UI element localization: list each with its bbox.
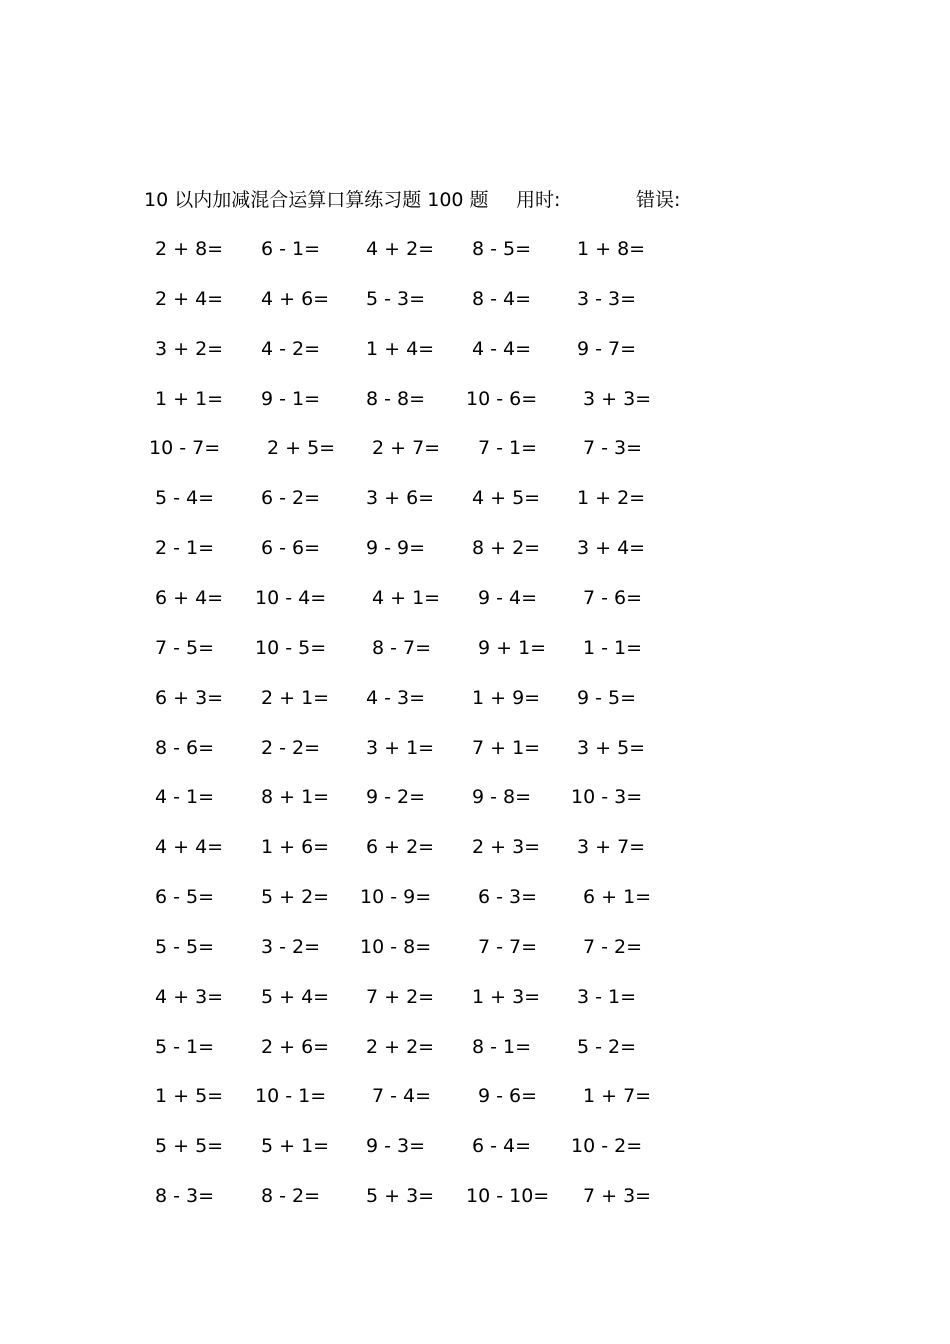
problem-r18-c3: 7 - 4= <box>372 1085 432 1108</box>
problem-r6-c4: 4 + 5= <box>472 487 541 510</box>
problem-r13-c3: 6 + 2= <box>366 836 435 859</box>
problem-r10-c3: 4 - 3= <box>366 686 426 709</box>
problem-r4-c5: 3 + 3= <box>583 387 652 410</box>
problem-r3-c4: 4 - 4= <box>472 337 532 360</box>
problem-r16-c5: 3 - 1= <box>577 985 637 1008</box>
problem-r8-c4: 9 - 4= <box>478 586 538 609</box>
problem-r11-c2: 2 - 2= <box>261 736 321 759</box>
problem-r11-c1: 8 - 6= <box>155 736 215 759</box>
problem-r19-c5: 10 - 2= <box>571 1135 643 1158</box>
problem-r5-c1: 10 - 7= <box>149 437 221 460</box>
problem-r8-c2: 10 - 4= <box>255 586 327 609</box>
problem-r11-c3: 3 + 1= <box>366 736 435 759</box>
problem-r9-c4: 9 + 1= <box>478 636 547 659</box>
problem-r1-c1: 2 + 8= <box>155 238 224 260</box>
problem-r3-c2: 4 - 2= <box>261 337 321 360</box>
problem-r15-c1: 5 - 5= <box>155 935 215 958</box>
problem-r13-c5: 3 + 7= <box>577 836 646 859</box>
problem-r4-c4: 10 - 6= <box>466 387 538 410</box>
problem-r8-c3: 4 + 1= <box>372 586 441 609</box>
problem-r20-c5: 7 + 3= <box>583 1185 652 1208</box>
problem-r16-c2: 5 + 4= <box>261 985 330 1008</box>
problem-r15-c3: 10 - 8= <box>360 935 432 958</box>
problem-r1-c5: 1 + 8= <box>577 238 646 260</box>
problem-r2-c5: 3 - 3= <box>577 287 637 310</box>
problem-r5-c3: 2 + 7= <box>372 437 441 460</box>
problem-r17-c5: 5 - 2= <box>577 1035 637 1058</box>
problem-r13-c1: 4 + 4= <box>155 836 224 859</box>
problem-r9-c1: 7 - 5= <box>155 636 215 659</box>
problem-r15-c4: 7 - 7= <box>478 935 538 958</box>
problem-r2-c3: 5 - 3= <box>366 287 426 310</box>
problem-r18-c2: 10 - 1= <box>255 1085 327 1108</box>
problem-r18-c5: 1 + 7= <box>583 1085 652 1108</box>
problem-r11-c5: 3 + 5= <box>577 736 646 759</box>
problem-r14-c3: 10 - 9= <box>360 886 432 909</box>
problem-r13-c2: 1 + 6= <box>261 836 330 859</box>
problem-r8-c1: 6 + 4= <box>155 586 224 609</box>
worksheet-title: 10 以内加减混合运算口算练习题 100 题 <box>144 189 489 211</box>
problem-r19-c3: 9 - 3= <box>366 1135 426 1158</box>
problem-r8-c5: 7 - 6= <box>583 586 643 609</box>
problem-r2-c4: 8 - 4= <box>472 287 532 310</box>
problem-r9-c2: 10 - 5= <box>255 636 327 659</box>
problem-r7-c4: 8 + 2= <box>472 537 541 560</box>
problem-r6-c1: 5 - 4= <box>155 487 215 510</box>
problem-r10-c2: 2 + 1= <box>261 686 330 709</box>
problem-r17-c4: 8 - 1= <box>472 1035 532 1058</box>
problem-r12-c1: 4 - 1= <box>155 786 215 809</box>
problem-r10-c4: 1 + 9= <box>472 686 541 709</box>
problem-r3-c5: 9 - 7= <box>577 337 637 360</box>
problem-r4-c1: 1 + 1= <box>155 387 224 410</box>
time-used-label: 用时: <box>516 189 561 211</box>
problem-r14-c2: 5 + 2= <box>261 886 330 909</box>
problem-r2-c2: 4 + 6= <box>261 287 330 310</box>
problem-r11-c4: 7 + 1= <box>472 736 541 759</box>
problem-r17-c3: 2 + 2= <box>366 1035 435 1058</box>
problem-r14-c1: 6 - 5= <box>155 886 215 909</box>
problem-r14-c4: 6 - 3= <box>478 886 538 909</box>
problem-r5-c4: 7 - 1= <box>478 437 538 460</box>
problem-r20-c1: 8 - 3= <box>155 1185 215 1208</box>
problem-r9-c3: 8 - 7= <box>372 636 432 659</box>
problem-r12-c5: 10 - 3= <box>571 786 643 809</box>
problem-r20-c2: 8 - 2= <box>261 1185 321 1208</box>
problem-r19-c4: 6 - 4= <box>472 1135 532 1158</box>
problem-r17-c1: 5 - 1= <box>155 1035 215 1058</box>
problem-r12-c3: 9 - 2= <box>366 786 426 809</box>
problem-r1-c4: 8 - 5= <box>472 238 532 260</box>
problem-r18-c1: 1 + 5= <box>155 1085 224 1108</box>
problem-r4-c2: 9 - 1= <box>261 387 321 410</box>
problem-r6-c3: 3 + 6= <box>366 487 435 510</box>
problem-r14-c5: 6 + 1= <box>583 886 652 909</box>
problem-r1-c2: 6 - 1= <box>261 238 321 260</box>
problem-r5-c5: 7 - 3= <box>583 437 643 460</box>
problem-r16-c4: 1 + 3= <box>472 985 541 1008</box>
problem-r2-c1: 2 + 4= <box>155 287 224 310</box>
problem-r20-c4: 10 - 10= <box>466 1185 550 1208</box>
problem-r7-c5: 3 + 4= <box>577 537 646 560</box>
problem-r12-c2: 8 + 1= <box>261 786 330 809</box>
problem-r3-c1: 3 + 2= <box>155 337 224 360</box>
problem-r7-c3: 9 - 9= <box>366 537 426 560</box>
problem-r5-c2: 2 + 5= <box>267 437 336 460</box>
problem-r16-c3: 7 + 2= <box>366 985 435 1008</box>
problem-r10-c1: 6 + 3= <box>155 686 224 709</box>
problem-r7-c2: 6 - 6= <box>261 537 321 560</box>
problem-r6-c2: 6 - 2= <box>261 487 321 510</box>
problem-r7-c1: 2 - 1= <box>155 537 215 560</box>
problem-r17-c2: 2 + 6= <box>261 1035 330 1058</box>
problem-r13-c4: 2 + 3= <box>472 836 541 859</box>
problem-r18-c4: 9 - 6= <box>478 1085 538 1108</box>
problem-r16-c1: 4 + 3= <box>155 985 224 1008</box>
problem-r9-c5: 1 - 1= <box>583 636 643 659</box>
problem-r15-c2: 3 - 2= <box>261 935 321 958</box>
problem-r19-c1: 5 + 5= <box>155 1135 224 1158</box>
problem-r3-c3: 1 + 4= <box>366 337 435 360</box>
problem-r19-c2: 5 + 1= <box>261 1135 330 1158</box>
problem-r12-c4: 9 - 8= <box>472 786 532 809</box>
problem-r15-c5: 7 - 2= <box>583 935 643 958</box>
problem-r6-c5: 1 + 2= <box>577 487 646 510</box>
problem-r20-c3: 5 + 3= <box>366 1185 435 1208</box>
errors-label: 错误: <box>636 189 681 211</box>
problem-r4-c3: 8 - 8= <box>366 387 426 410</box>
problem-r1-c3: 4 + 2= <box>366 238 435 260</box>
problem-r10-c5: 9 - 5= <box>577 686 637 709</box>
